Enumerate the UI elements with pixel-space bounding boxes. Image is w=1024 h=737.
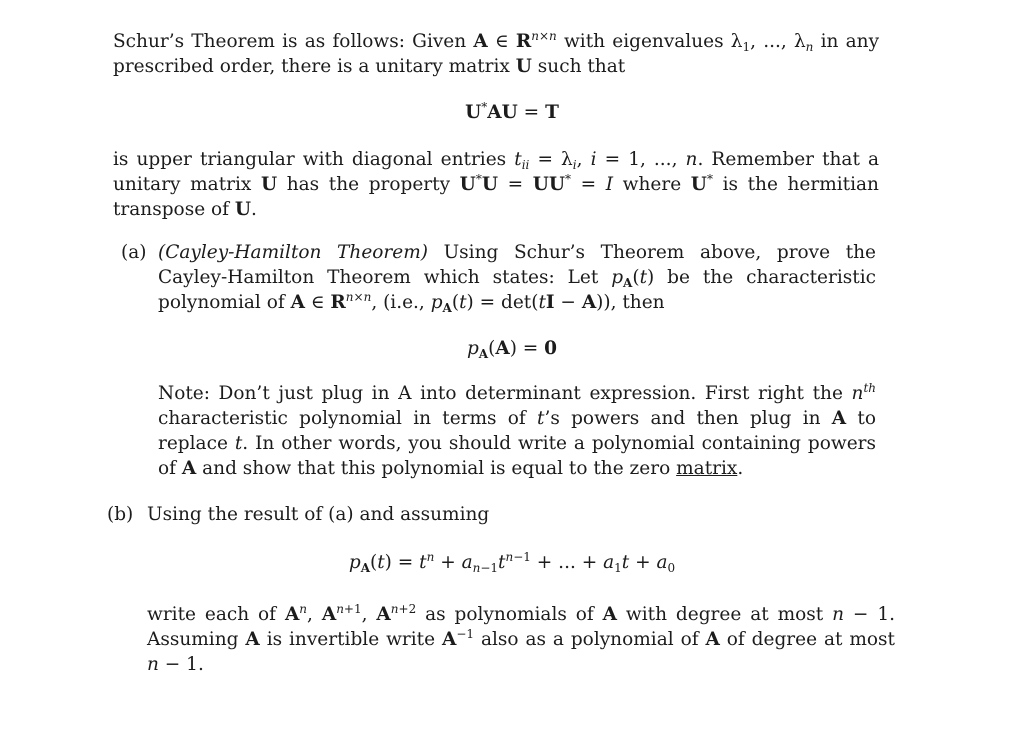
cayley-hamilton-equation: $p_A(A) = 0$ [466, 338, 558, 361]
cont-text-1: is upper triangular with diagonal entries [113, 149, 507, 170]
part-a-text-1: Using Schur’s Theorem above, prove the Cayley-Hamilton Theorem which states: Let [158, 242, 876, 288]
intro-order-text: in any prescribed order, there is a unitary matrix [113, 31, 880, 77]
part-a-text-4: ), then [603, 292, 665, 313]
part-b-text-8: of degree at most [726, 629, 895, 650]
cont-text-3: has the property [286, 174, 451, 195]
polynomial-equation: $p_A(t) = t^n + a_{n-1}t^{n-1}$ + ... + $a_1t + a_0$ [348, 550, 676, 575]
note-text-6: and show that this polynomial is equal to the zero [202, 458, 671, 479]
part-a-text-3: (i.e., [383, 292, 425, 313]
part-a-text-2: be the characteristic polynomial of [158, 267, 876, 313]
note-text-4: to replace [158, 408, 876, 454]
note-text-1: Note: Don’t just plug in A into determinant expression. First right the [158, 383, 843, 404]
part-b-text-5: Assuming [147, 629, 239, 650]
note-text-2: characteristic polynomial in terms of [158, 408, 526, 429]
matrix-link[interactable]: matrix [676, 458, 738, 479]
part-b-text-2: write each of [147, 604, 277, 625]
intro-such-that: such that [537, 56, 626, 77]
part-b-text-6: is invertible write [266, 629, 436, 650]
part-a-statement: (Cayley-Hamilton Theorem) Using Schur’s Theorem above, prove the Cayley-Hamilton Theorem which states: Let $p_A(t)$ be the characteristic polynomial of A ∈ $R^{n\times n}$, (i.e., $p_A(t) = \det(tI - A)$), then [158, 242, 876, 315]
note-text-5: In other words, you should write a polynomial containing powers of [158, 433, 876, 479]
part-b-lead: Using the result of (a) and assuming [147, 504, 490, 525]
part-b-text-4: with degree at most [625, 604, 824, 625]
part-a-label: (a) [121, 242, 147, 263]
part-b-text-3: as polynomials of [425, 604, 594, 625]
cont-text-4: where [622, 174, 682, 195]
intro-paragraph: Schur’s Theorem is as follows: Given A ∈ $R^{n\times n}$ with eigenvalues $\lambda_1$, ..., $\lambda_n$ in any prescribed order, there is a unitary matrix U such that [113, 29, 880, 77]
part-a-title: (Cayley-Hamilton Theorem) [158, 242, 428, 263]
part-b-text-7: also as a polynomial of [480, 629, 699, 650]
schur-equation: U*AU = T [465, 100, 559, 123]
part-a-note: Note: Don’t just plug in A into determinant expression. First right the $n^{th}$ characteristic polynomial in terms of t’s powers and then plug in A to replace t. In other words, you should write a polynomial containing powers of A and show that this polynomial is equal to the zero matrix. [158, 381, 876, 479]
cont-text-2: . Remember that a unitary matrix [113, 149, 879, 195]
part-b-label: (b) [107, 504, 134, 525]
continuation-paragraph: is upper triangular with diagonal entries $t_{ii} = \lambda_i$, i = 1, ..., n. Remember that a unitary matrix U has the property U*U = UU* = I where U* is the hermitian transpose of U. [113, 149, 879, 220]
note-text-3: ’s powers and then plug in [544, 408, 821, 429]
cont-text-5: is the hermitian transpose of [113, 174, 879, 220]
intro-lead: Schur’s Theorem is as follows: Given [113, 31, 467, 52]
note-end: . [737, 458, 744, 479]
part-b-body: write each of $A^n$, $A^{n+1}$, $A^{n+2}$ as polynomials of A with degree at most n − 1. Assuming A is invertible write $A^{-1}$ also as a polynomial of A of degree at most n − 1. [147, 602, 895, 675]
element-of-symbol: ∈ [494, 31, 509, 52]
intro-with-text: with eigenvalues [563, 31, 724, 52]
